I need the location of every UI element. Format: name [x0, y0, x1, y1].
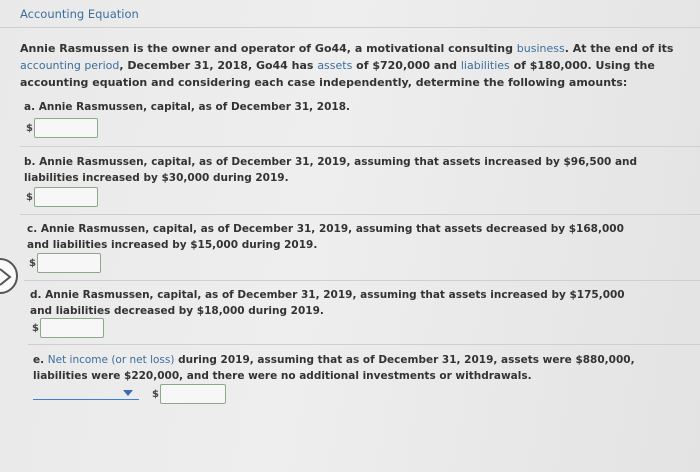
divider: [28, 344, 700, 345]
net-income-or-loss-dropdown[interactable]: [33, 386, 139, 400]
answer-e-input[interactable]: [160, 384, 226, 404]
question-c: c. Annie Rasmussen, capital, as of December 31, 2019, assuming that assets decreased by $168,000 and liabilities increased by $15,000 during 2019.: [27, 223, 624, 251]
answer-d: [32, 318, 104, 338]
header-bar: [0, 0, 700, 28]
currency-symbol: $: [29, 257, 36, 269]
page-title: Accounting Equation: [20, 7, 139, 21]
question-d: d. Annie Rasmussen, capital, as of December 31, 2019, assuming that assets increased by $175,000 and liabilities decreased by $18,000 during 2019.: [30, 289, 625, 317]
answer-a-input[interactable]: [34, 118, 98, 138]
caret-down-icon: [123, 390, 133, 396]
question-e: [33, 352, 673, 384]
answer-b: [26, 187, 98, 207]
question-e-rest: during 2019, assuming that as of December 31, 2019, assets were $880,000, liabilities were $220,000, and there were no additional investments or withdrawals.: [33, 354, 635, 382]
net-income-link[interactable]: Net income (or net loss): [47, 354, 175, 366]
currency-symbol: $: [26, 122, 33, 134]
accounting-period-link[interactable]: accounting period: [20, 59, 120, 72]
answer-c-input[interactable]: [37, 253, 101, 273]
currency-symbol: $: [32, 322, 39, 334]
chevron-right-icon: [0, 268, 12, 286]
currency-symbol: $: [26, 191, 33, 203]
intro-text-1: Annie Rasmussen is the owner and operator of Go44, a motivational consulting: [20, 42, 517, 55]
question-e-prefix: e.: [33, 354, 48, 366]
liabilities-link[interactable]: liabilities: [460, 59, 510, 72]
side-nav-button[interactable]: [0, 258, 18, 294]
business-link[interactable]: business: [516, 42, 565, 55]
divider: [20, 146, 700, 147]
divider: [24, 280, 700, 281]
problem-intro: [20, 40, 695, 91]
answer-d-input[interactable]: [40, 318, 104, 338]
intro-text-3: , December 31, 2018, Go44 has: [119, 59, 318, 72]
intro-text-5: of $180,000. Using the accounting equation and considering each case independently, determine the following amounts:: [20, 59, 655, 89]
answer-e: [152, 384, 226, 404]
intro-text-4: of $720,000 and: [352, 59, 461, 72]
currency-symbol: $: [152, 388, 159, 400]
answer-c: [29, 253, 101, 273]
question-b: b. Annie Rasmussen, capital, as of December 31, 2019, assuming that assets increased by $96,500 and liabilities increased by $30,000 during 2019.: [24, 156, 638, 184]
intro-text-2: . At the end of its: [564, 42, 674, 55]
assets-link[interactable]: assets: [317, 59, 353, 72]
answer-a: [26, 118, 98, 138]
question-a: a. Annie Rasmussen, capital, as of December 31, 2018.: [24, 101, 351, 113]
divider: [20, 214, 700, 215]
answer-b-input[interactable]: [34, 187, 98, 207]
